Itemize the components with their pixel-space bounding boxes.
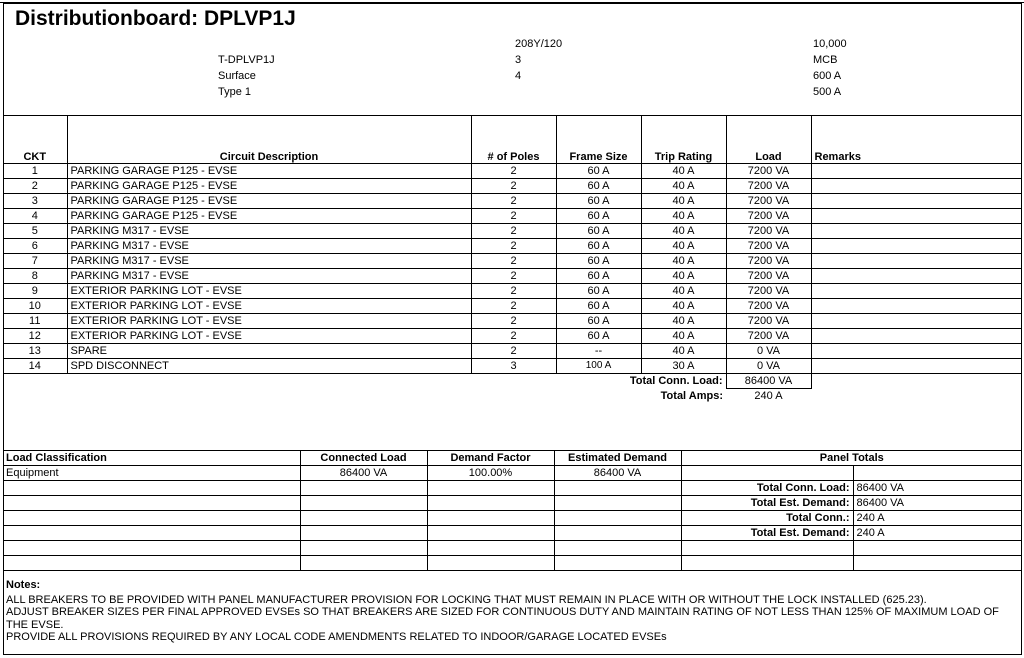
load-estimated-demand: 86400 VA xyxy=(554,466,681,481)
ckt-number: 12 xyxy=(3,328,67,343)
circuit-row xyxy=(3,253,1022,268)
remarks xyxy=(811,178,1022,193)
trip-rating: 40 A xyxy=(641,223,726,238)
frame-size: 100 A xyxy=(556,358,641,373)
frame-size: -- xyxy=(556,343,641,358)
poles: 2 xyxy=(471,343,556,358)
remarks xyxy=(811,193,1022,208)
circuit-description: PARKING M317 - EVSE xyxy=(67,253,471,268)
ckt-number: 10 xyxy=(3,298,67,313)
frame-size: 60 A xyxy=(556,298,641,313)
notes xyxy=(6,579,1016,644)
load-row xyxy=(3,556,1022,571)
remarks xyxy=(811,358,1022,373)
ckt-number: 13 xyxy=(3,343,67,358)
trip-rating: 40 A xyxy=(641,268,726,283)
load-header-row xyxy=(3,451,1022,466)
frame-size: 60 A xyxy=(556,268,641,283)
col-header-estimated-demand: Estimated Demand xyxy=(554,451,681,466)
trip-rating: 40 A xyxy=(641,283,726,298)
poles: 2 xyxy=(471,223,556,238)
col-header-description: Circuit Description xyxy=(67,115,471,163)
col-header-connected-load: Connected Load xyxy=(300,451,427,466)
load-demand-factor: 100.00% xyxy=(427,466,554,481)
ckt-number: 9 xyxy=(3,283,67,298)
circuit-row xyxy=(3,283,1022,298)
total-conn-load-label: Total Conn. Load: xyxy=(629,374,723,387)
trip-rating: 40 A xyxy=(641,208,726,223)
blank-cell xyxy=(811,373,1022,388)
load-row xyxy=(3,526,1022,541)
remarks xyxy=(811,343,1022,358)
panel-total-value: 240 A xyxy=(853,511,1022,526)
circuit-description: PARKING M317 - EVSE xyxy=(67,223,471,238)
load: 7200 VA xyxy=(726,193,811,208)
enclosure-value: Type 1 xyxy=(218,86,252,98)
trip-rating: 40 A xyxy=(641,253,726,268)
mains-rating-value: 600 A xyxy=(813,70,842,82)
panel-total-value: 240 A xyxy=(853,526,1022,541)
load-row xyxy=(3,466,1022,481)
trip-rating: 40 A xyxy=(641,298,726,313)
col-header-panel-totals: Panel Totals xyxy=(681,451,1022,466)
load: 7200 VA xyxy=(726,298,811,313)
total-amps-label: Total Amps: xyxy=(660,389,723,402)
circuit-header-row xyxy=(3,115,1022,163)
frame-size: 60 A xyxy=(556,313,641,328)
frame-size: 60 A xyxy=(556,328,641,343)
load: 7200 VA xyxy=(726,163,811,178)
ckt-number: 2 xyxy=(3,178,67,193)
circuit-table xyxy=(3,115,1022,403)
aic-rating-value: 10,000 xyxy=(813,38,847,50)
col-header-frame-size: Frame Size xyxy=(556,115,641,163)
poles: 2 xyxy=(471,328,556,343)
load: 7200 VA xyxy=(726,253,811,268)
frame-size: 60 A xyxy=(556,163,641,178)
poles: 2 xyxy=(471,283,556,298)
frame-size: 60 A xyxy=(556,253,641,268)
load: 7200 VA xyxy=(726,223,811,238)
trip-rating: 40 A xyxy=(641,328,726,343)
panel-total-label: Total Est. Demand: xyxy=(681,526,853,541)
note-line: ALL BREAKERS TO BE PROVIDED WITH PANEL MANUFACTURER PROVISION FOR LOCKING THAT MUST REMAIN IN PLACE WITH OR WITHOUT THE LOCK INSTALLED (625.23). xyxy=(6,593,927,606)
ckt-number: 3 xyxy=(3,193,67,208)
note-line: ADJUST BREAKER SIZES PER FINAL APPROVED EVSEs SO THAT BREAKERS ARE SIZED FOR CONTINUOUS DUTY AND MAINTAIN RATING OF NOT LESS THAN 125% OF MAXIMUM LOAD OF THE EVSE. xyxy=(6,606,999,631)
poles: 2 xyxy=(471,163,556,178)
ckt-number: 11 xyxy=(3,313,67,328)
circuit-row xyxy=(3,328,1022,343)
ckt-number: 1 xyxy=(3,163,67,178)
remarks xyxy=(811,238,1022,253)
col-header-poles: # of Poles xyxy=(471,115,556,163)
panel-total-label: Total Conn. Load: xyxy=(681,481,853,496)
panel-total-label: Total Conn.: xyxy=(681,511,853,526)
poles: 2 xyxy=(471,253,556,268)
trip-rating: 40 A xyxy=(641,313,726,328)
circuit-row xyxy=(3,358,1022,373)
phases-value: 3 xyxy=(515,54,522,66)
frame-size: 60 A xyxy=(556,283,641,298)
supply-from-value: T-DPLVP1J xyxy=(218,54,275,66)
note-line: PROVIDE ALL PROVISIONS REQUIRED BY ANY LOCAL CODE AMENDMENTS RELATED TO INDOOR/GARAGE LOCATED EVSEs xyxy=(6,631,667,643)
circuit-row xyxy=(3,223,1022,238)
col-header-trip-rating: Trip Rating xyxy=(641,115,726,163)
col-header-load: Load xyxy=(726,115,811,163)
circuit-row xyxy=(3,343,1022,358)
ckt-number: 7 xyxy=(3,253,67,268)
load-class-name: Equipment xyxy=(3,466,300,481)
trip-rating: 30 A xyxy=(641,358,726,373)
frame-size: 60 A xyxy=(556,238,641,253)
remarks xyxy=(811,283,1022,298)
remarks xyxy=(811,253,1022,268)
wires-value: 4 xyxy=(515,70,522,82)
poles: 2 xyxy=(471,178,556,193)
circuit-row xyxy=(3,193,1022,208)
blank-cell xyxy=(681,466,853,481)
remarks xyxy=(811,298,1022,313)
load: 7200 VA xyxy=(726,268,811,283)
load-row xyxy=(3,481,1022,496)
total-amps-row xyxy=(3,388,1022,403)
remarks xyxy=(811,163,1022,178)
mcb-rating-value: 500 A xyxy=(813,86,842,98)
circuit-description: PARKING GARAGE P125 - EVSE xyxy=(67,163,471,178)
circuit-row xyxy=(3,163,1022,178)
ckt-number: 8 xyxy=(3,268,67,283)
blank-cell xyxy=(853,466,1022,481)
ckt-number: 4 xyxy=(3,208,67,223)
trip-rating: 40 A xyxy=(641,193,726,208)
remarks xyxy=(811,223,1022,238)
ckt-number: 14 xyxy=(3,358,67,373)
poles: 2 xyxy=(471,208,556,223)
circuit-description: SPARE xyxy=(67,343,471,358)
total-conn-load-row xyxy=(3,373,1022,388)
trip-rating: 40 A xyxy=(641,343,726,358)
load: 7200 VA xyxy=(726,208,811,223)
trip-rating: 40 A xyxy=(641,163,726,178)
circuit-description: PARKING GARAGE P125 - EVSE xyxy=(67,178,471,193)
remarks xyxy=(811,268,1022,283)
circuit-row xyxy=(3,298,1022,313)
load: 0 VA xyxy=(726,358,811,373)
remarks xyxy=(811,313,1022,328)
col-header-ckt: CKT xyxy=(3,115,67,163)
col-header-remarks: Remarks xyxy=(811,115,1022,163)
page-title: Distributionboard: DPLVP1J xyxy=(15,7,296,30)
circuit-description: EXTERIOR PARKING LOT - EVSE xyxy=(67,298,471,313)
poles: 2 xyxy=(471,298,556,313)
notes-heading: Notes: xyxy=(6,579,41,591)
circuit-description: SPD DISCONNECT xyxy=(67,358,471,373)
load: 7200 VA xyxy=(726,313,811,328)
load: 7200 VA xyxy=(726,178,811,193)
remarks xyxy=(811,328,1022,343)
circuit-row xyxy=(3,178,1022,193)
poles: 3 xyxy=(471,358,556,373)
circuit-description: PARKING GARAGE P125 - EVSE xyxy=(67,193,471,208)
panel-total-value: 86400 VA xyxy=(853,481,1022,496)
trip-rating: 40 A xyxy=(641,238,726,253)
panel-total-value: 86400 VA xyxy=(853,496,1022,511)
panel-total-label: Total Est. Demand: xyxy=(681,496,853,511)
circuit-row xyxy=(3,313,1022,328)
load: 7200 VA xyxy=(726,238,811,253)
poles: 2 xyxy=(471,313,556,328)
frame-size: 60 A xyxy=(556,208,641,223)
trip-rating: 40 A xyxy=(641,178,726,193)
poles: 2 xyxy=(471,193,556,208)
circuit-row xyxy=(3,238,1022,253)
poles: 2 xyxy=(471,268,556,283)
col-header-demand-factor: Demand Factor xyxy=(427,451,554,466)
circuit-row xyxy=(3,268,1022,283)
mounting-value: Surface xyxy=(218,70,256,82)
circuit-description: EXTERIOR PARKING LOT - EVSE xyxy=(67,313,471,328)
frame-size: 60 A xyxy=(556,178,641,193)
load-row xyxy=(3,496,1022,511)
poles: 2 xyxy=(471,238,556,253)
load-classification-table xyxy=(3,450,1022,571)
load: 0 VA xyxy=(726,343,811,358)
ckt-number: 5 xyxy=(3,223,67,238)
circuit-description: PARKING M317 - EVSE xyxy=(67,268,471,283)
mains-type-value: MCB xyxy=(813,54,838,66)
load-connected: 86400 VA xyxy=(300,466,427,481)
ckt-number: 6 xyxy=(3,238,67,253)
circuit-description: PARKING M317 - EVSE xyxy=(67,238,471,253)
load-row xyxy=(3,541,1022,556)
blank-cell xyxy=(811,388,1022,403)
total-conn-load-value: 86400 VA xyxy=(726,373,811,388)
circuit-row xyxy=(3,208,1022,223)
volts-value: 208Y/120 xyxy=(515,38,563,50)
frame-size: 60 A xyxy=(556,223,641,238)
circuit-description: EXTERIOR PARKING LOT - EVSE xyxy=(67,328,471,343)
col-header-load-classification: Load Classification xyxy=(3,451,300,466)
remarks xyxy=(811,208,1022,223)
load-row xyxy=(3,511,1022,526)
circuit-description: EXTERIOR PARKING LOT - EVSE xyxy=(67,283,471,298)
load: 7200 VA xyxy=(726,328,811,343)
load: 7200 VA xyxy=(726,283,811,298)
total-amps-value: 240 A xyxy=(754,389,783,402)
circuit-description: PARKING GARAGE P125 - EVSE xyxy=(67,208,471,223)
frame-size: 60 A xyxy=(556,193,641,208)
